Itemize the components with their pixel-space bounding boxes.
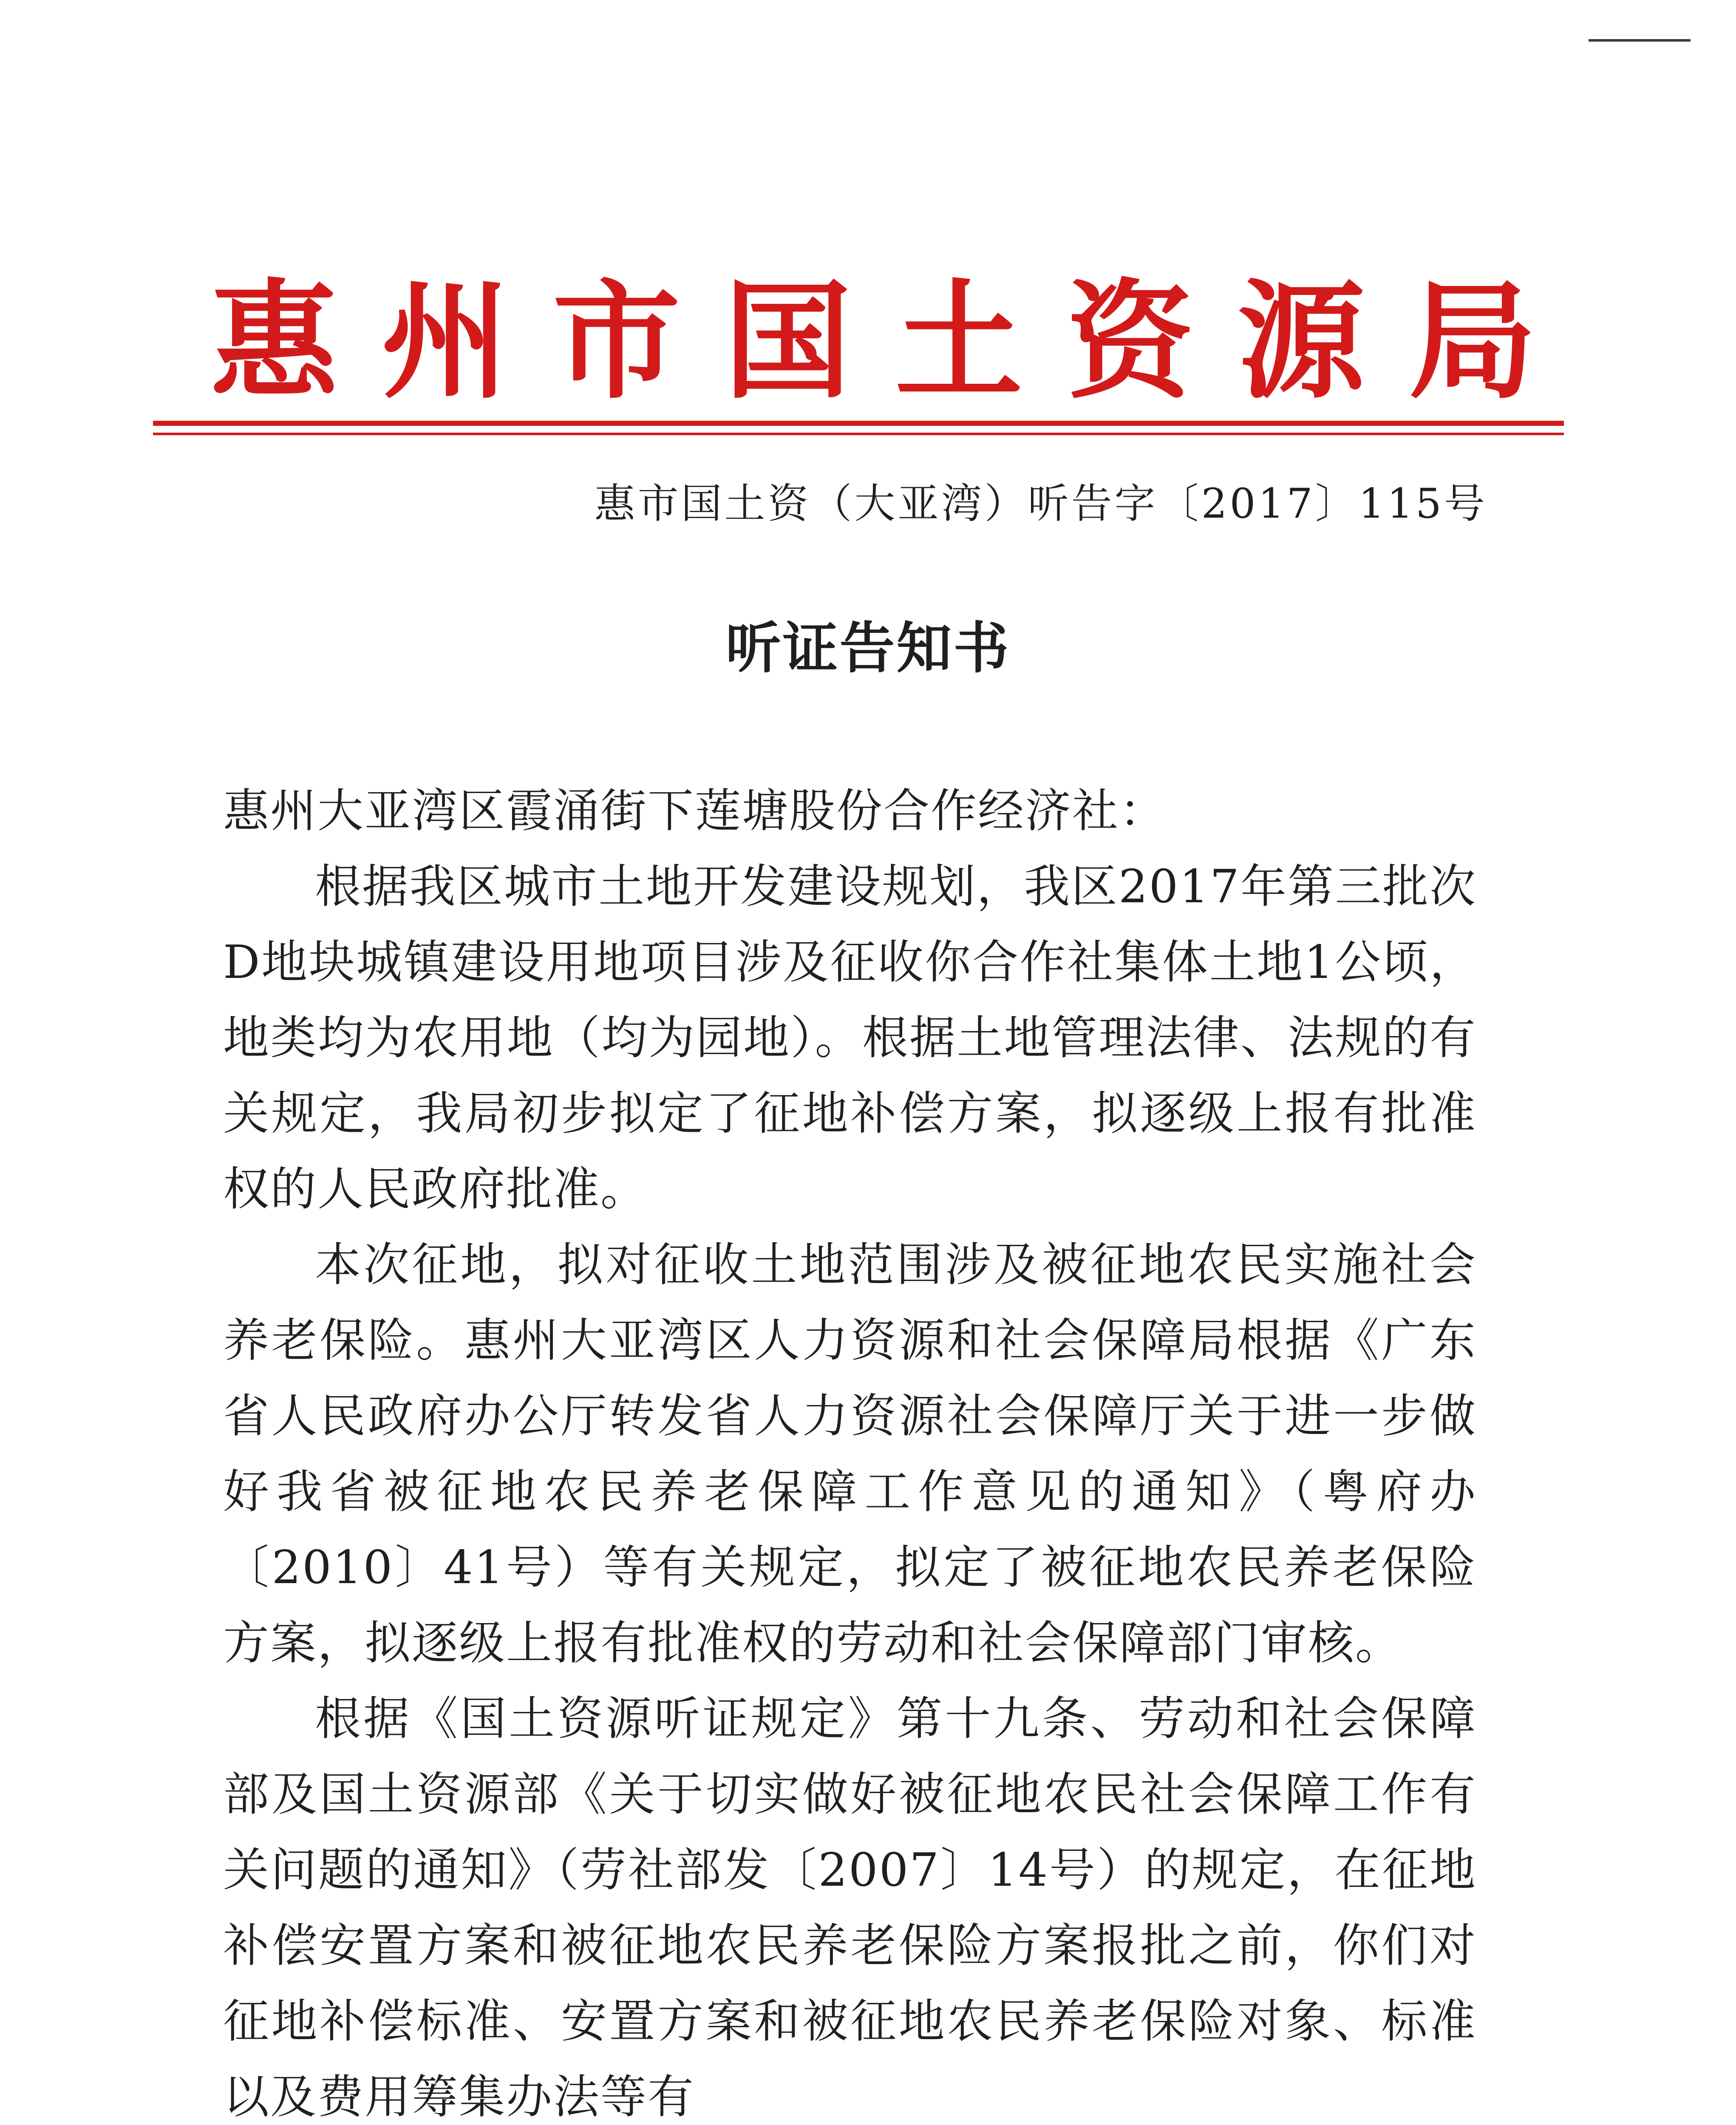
document-body (223, 774, 1477, 2125)
body-paragraph: 根据《国土资源听证规定》第十九条、劳动和社会保障部及国土资源部《关于切实做好被征地农民社会保障工作有关问题的通知》（劳社部发〔2007〕14号）的规定，在征地补偿安置方案和被征地农民养老保险方案报批之前，你们对征地补偿标准、安置方案和被征地农民养老保险对象、标准以及费用筹集办法等有 (223, 1692, 1477, 2124)
body-paragraph: 根据我区城市土地开发建设规划，我区2017年第三批次D地块城镇建设用地项目涉及征收你合作社集体土地1公顷，地类均为农用地（均为园地）。根据土地管理法律、法规的有关规定，我局初步拟定了征地补偿方案，拟逐级上报有批准权的人民政府批准。 (223, 860, 1477, 1216)
masthead-char: 惠 (210, 268, 338, 416)
masthead-char: 资 (1066, 268, 1194, 416)
addressee: 惠州大亚湾区霞涌街下莲塘股份合作经济社： (223, 785, 1167, 838)
masthead-char: 市 (552, 268, 680, 416)
masthead-char: 州 (381, 268, 509, 416)
masthead-char: 土 (895, 268, 1023, 416)
header-red-rule-thick (153, 421, 1564, 426)
scan-edge-mark (1589, 39, 1691, 42)
document-number: 惠市国土资（大亚湾）听告字〔2017〕115号 (594, 480, 1487, 527)
masthead-char: 源 (1238, 268, 1365, 416)
agency-masthead (204, 268, 1543, 416)
body-paragraph: 本次征地，拟对征收土地范围涉及被征地农民实施社会养老保险。惠州大亚湾区人力资源和社会保障局根据《广东省人民政府办公厅转发省人力资源社会保障厅关于进一步做好我省被征地农民养老保障工作意见的通知》（粤府办〔2010〕41号）等有关规定，拟定了被征地农民养老保险方案，拟逐级上报有批准权的劳动和社会保障部门审核。 (223, 1238, 1477, 1670)
masthead-char: 国 (724, 268, 852, 416)
header-red-rule-thin (153, 433, 1564, 435)
masthead-char: 局 (1408, 268, 1536, 416)
document-title: 听证告知书 (725, 616, 1011, 680)
